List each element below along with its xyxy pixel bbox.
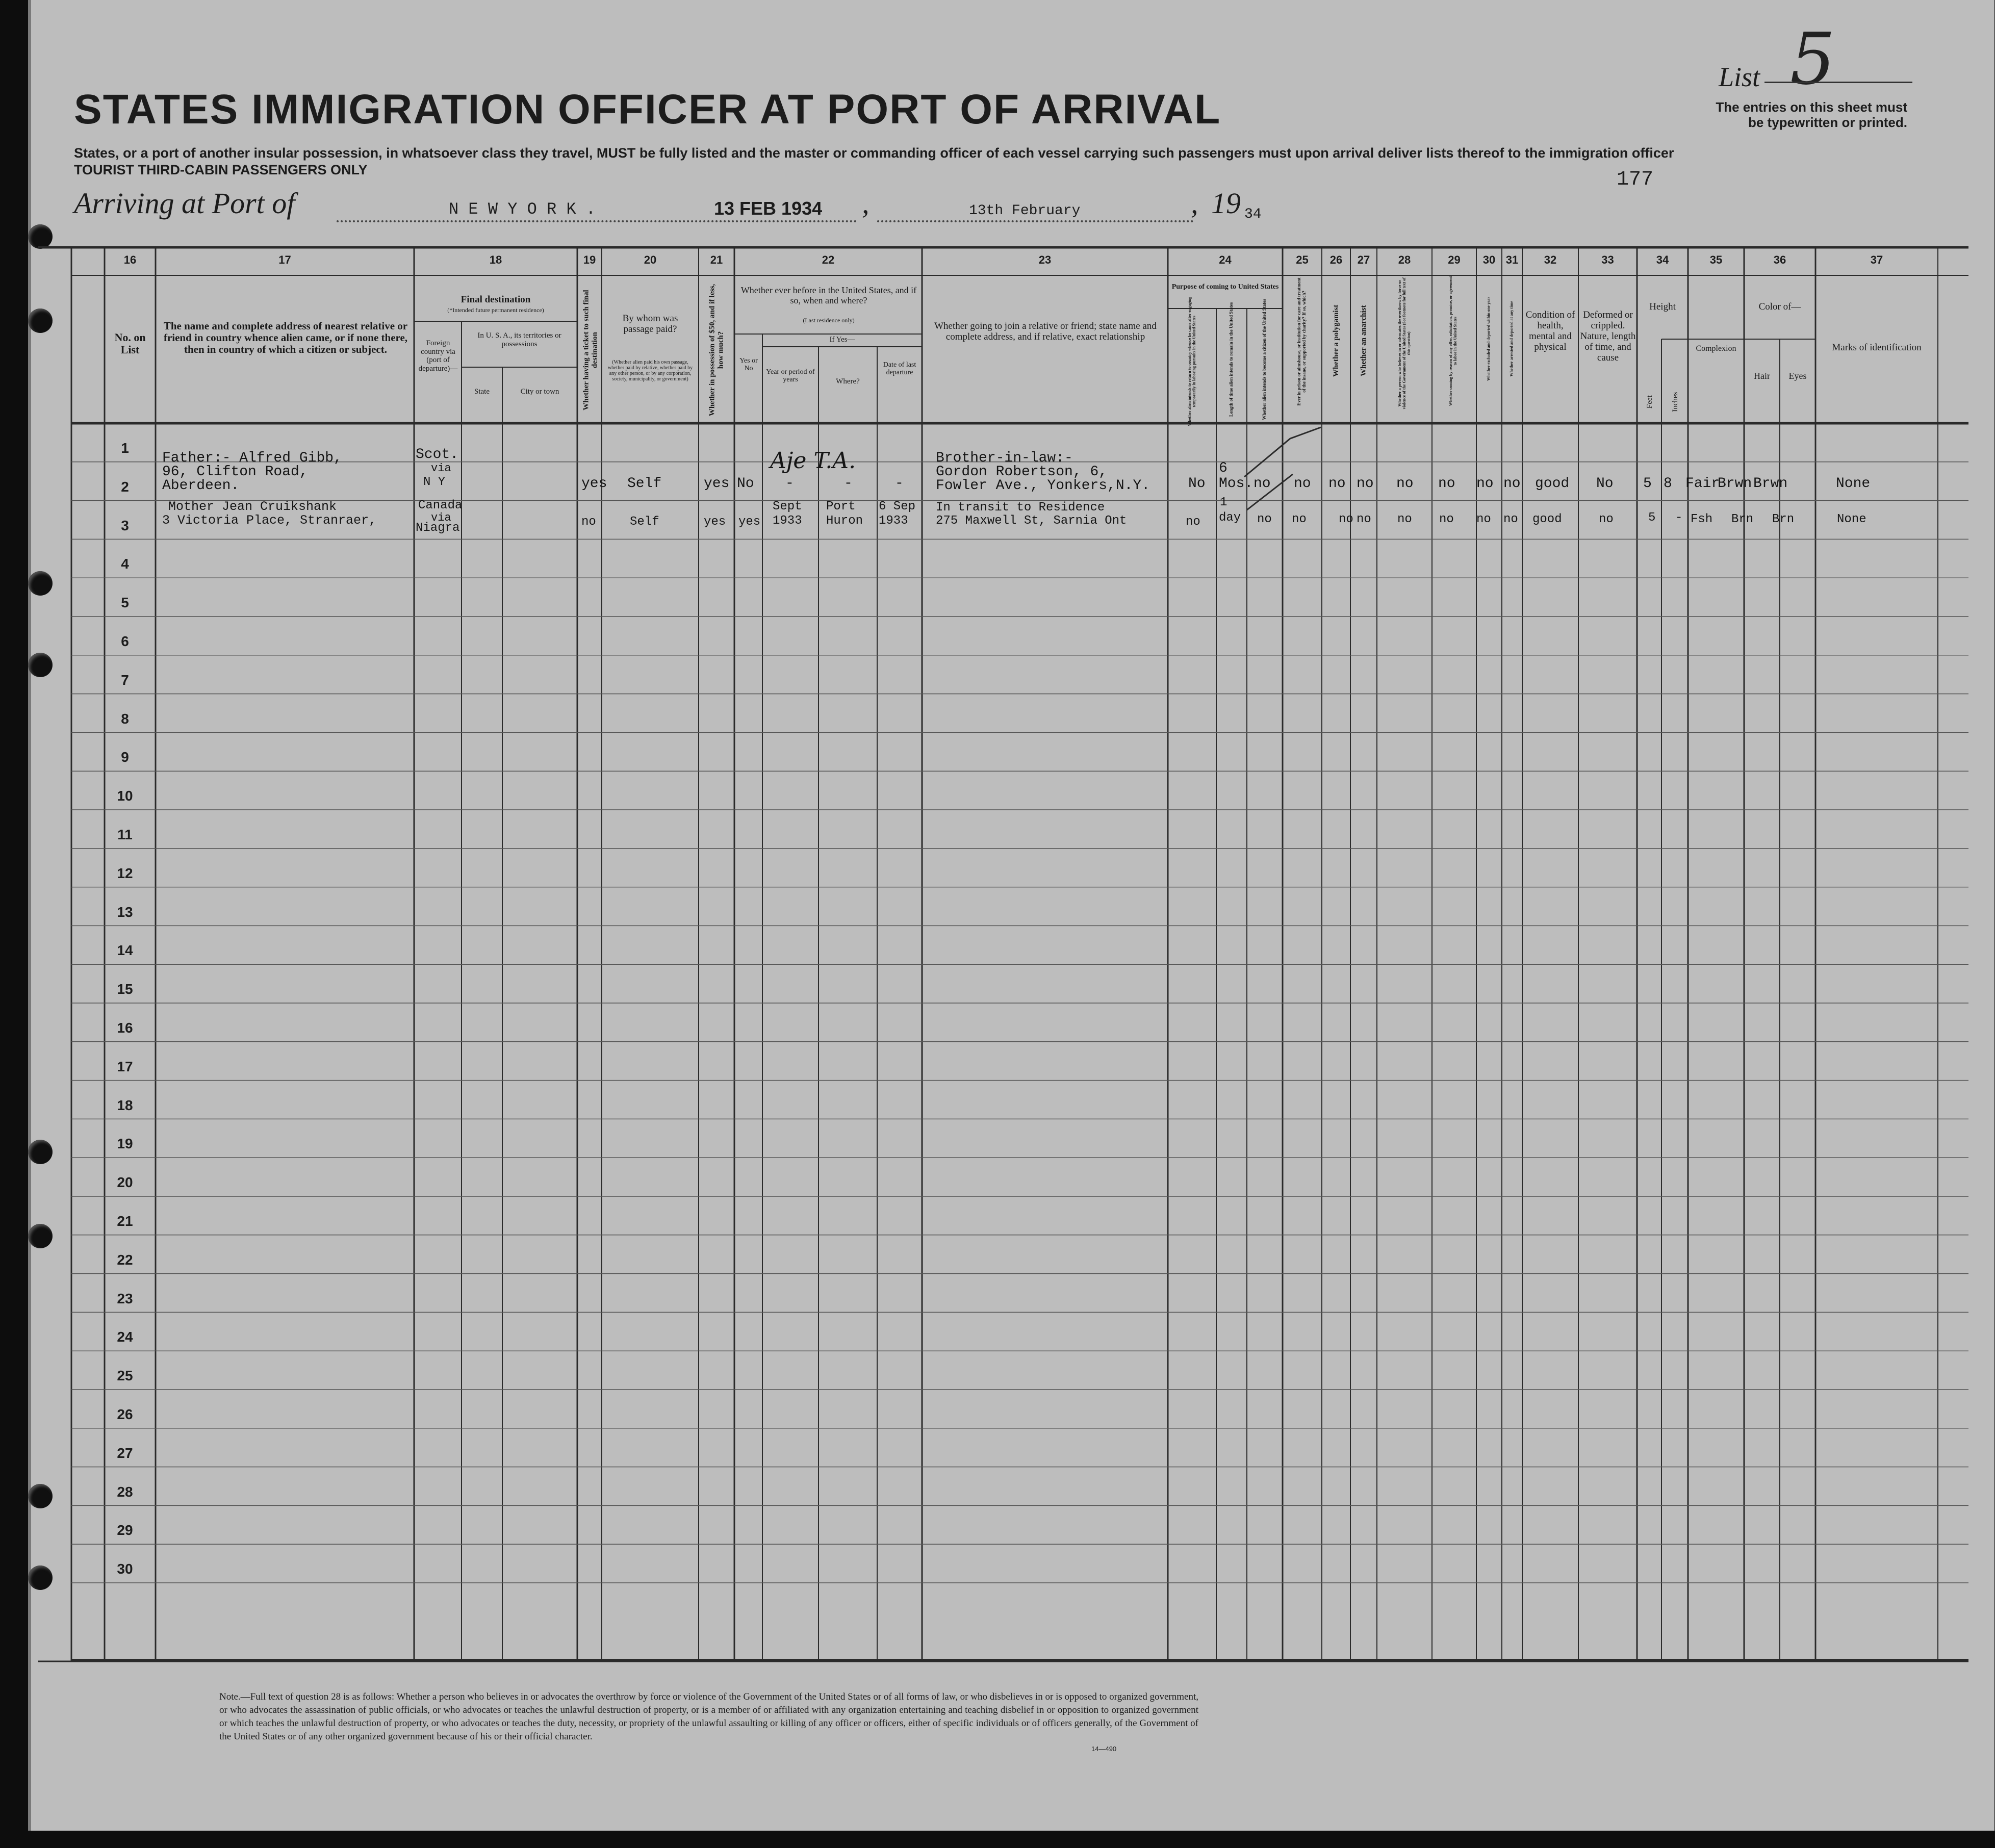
row1-paid-by: Self — [627, 476, 662, 492]
header-prison: Ever in prison or almshouse, or institution for care and treatment of the insane, or supported by charity? If so, which? — [1296, 277, 1307, 406]
row1-join-line: Brother-in-law:- — [936, 450, 1073, 466]
header-condition: Condition of health, mental and physical — [1525, 310, 1575, 352]
header-in-usa: In U. S. A., its territories or possessions — [477, 331, 561, 348]
row2-health: good — [1532, 512, 1562, 526]
row-number: 23 — [117, 1290, 133, 1306]
row1-date-departure: - — [895, 476, 904, 492]
header-nearest-relative: The name and complete address of nearest relative or friend in country whence alien came, or if none there, then in country of which a citizen or subject. — [163, 320, 408, 356]
row-number: 25 — [117, 1368, 133, 1384]
column-number: 16 — [123, 253, 137, 266]
column-number: 24 — [1219, 253, 1232, 266]
row2-q30: no — [1476, 512, 1491, 526]
row-number: 19 — [117, 1136, 133, 1152]
row1-q31: no — [1503, 476, 1521, 492]
row1-relative-line: Father:- Alfred Gibb, — [162, 450, 342, 466]
row2-inches: - — [1675, 511, 1683, 525]
row2-date-departure: 6 Sep 1933 — [879, 500, 916, 528]
row1-q30: no — [1476, 476, 1494, 492]
header-no-on-list: No. on List — [114, 331, 146, 356]
row1-annotation: Aje T.A. — [770, 448, 856, 474]
row1-join-line: Fowler Ave., Yonkers,N.Y. — [936, 478, 1150, 494]
row1-foreign-line: N Y — [423, 475, 446, 489]
list-number: 5 — [1790, 18, 1836, 101]
row1-polygamist: no — [1328, 476, 1346, 492]
header-by-whom-note: (Whether alien paid his own passage, whether paid by relative, whether paid by any other person, or by any corporation, society, municipality, or government) — [607, 360, 693, 382]
header-year-period: Year or period of years — [766, 368, 815, 384]
row-number: 9 — [121, 749, 129, 765]
list-label: List — [1719, 62, 1760, 92]
column-number: 23 — [1038, 253, 1052, 266]
header-purpose-a: Whether alien intends to return to country whence he came after engaging temporarily in laboring pursuits in the United States — [1187, 297, 1196, 426]
entries-notice-line: The entries on this sheet must — [1716, 99, 1907, 115]
row2-join-line: 275 Maxwell St, Sarnia Ont — [936, 514, 1127, 528]
header-join-relative: Whether going to join a relative or friend; state name and complete address, and if relative, exact relationship — [934, 321, 1157, 342]
row-number: 11 — [117, 827, 133, 842]
row-number: 16 — [117, 1020, 133, 1036]
row-number: 20 — [117, 1174, 133, 1191]
year-prefix: 19 — [1211, 187, 1241, 220]
row2-length: 1 — [1220, 496, 1227, 509]
row2-paid-by: Self — [630, 515, 659, 529]
row2-anarchist: no — [1357, 512, 1371, 526]
row1-feet: 5 — [1643, 476, 1652, 492]
header-complexion: Complexion — [1696, 344, 1736, 353]
header-deformed: Deformed or crippled. Nature, length of time, and cause — [1580, 310, 1636, 363]
header-city: City or town — [520, 388, 559, 396]
row2-year: Sept 1933 — [773, 500, 802, 528]
header-marks: Marks of identification — [1832, 342, 1922, 353]
form-subtitle: States, or a port of another insular possession, in whatsoever class they travel, MUST be fully listed and the master or commanding officer of each vessel carrying such passengers must upon arrival deliver lists thereof to the immigration officer — [74, 145, 1674, 161]
row-number: 14 — [117, 942, 133, 959]
header-by-whom: By whom was passage paid? — [622, 313, 678, 335]
row1-ticket: yes — [581, 476, 607, 492]
row-number: 27 — [117, 1445, 133, 1461]
year-suffix: 34 — [1244, 207, 1262, 222]
row-number: 24 — [117, 1329, 133, 1345]
row1-eyes: Brwn — [1753, 476, 1788, 492]
row2-citizen: no — [1257, 512, 1272, 526]
arrival-date: 13th February — [969, 203, 1081, 219]
sheet-number: 177 — [1617, 168, 1654, 191]
row2-return: no — [1186, 515, 1200, 529]
row2-relative-line: Mother Jean Cruikshank — [168, 499, 337, 514]
row2-possession: yes — [704, 515, 726, 529]
row-number: 30 — [117, 1561, 133, 1577]
row2-prison: no — [1292, 512, 1307, 526]
row2-ticket: no — [581, 515, 596, 529]
row-number: 10 — [117, 788, 133, 804]
row1-prison: no — [1294, 476, 1311, 492]
row2-q29: no — [1439, 512, 1454, 526]
row2-relative-line: 3 Victoria Place, Stranraer, — [162, 513, 377, 528]
header-q30: Whether excluded and deported within one year — [1486, 297, 1491, 381]
header-inches: Inches — [1671, 392, 1679, 412]
header-if-yes: If Yes— — [829, 336, 855, 344]
column-number: 36 — [1773, 253, 1786, 266]
row1-foreign-line: Scot. — [416, 447, 459, 463]
row1-complexion: Fair — [1685, 476, 1720, 492]
row1-foreign-line: via — [431, 462, 451, 475]
header-hair: Hair — [1754, 371, 1770, 381]
row1-health: good — [1535, 476, 1570, 492]
row2-marks: None — [1837, 512, 1866, 526]
header-polygamist: Whether a polygamist — [1332, 304, 1340, 377]
comma: , — [862, 187, 869, 220]
row1-possession: yes — [704, 476, 730, 492]
row1-q28: no — [1396, 476, 1414, 492]
header-height: Height — [1649, 301, 1676, 312]
port-name: N E W Y O R K . — [449, 200, 596, 219]
row2-foreign-line: Niagra — [416, 521, 460, 535]
row2-foreign-line: via — [431, 511, 451, 524]
row1-inches: 8 — [1664, 476, 1672, 492]
row1-marks: None — [1836, 476, 1871, 492]
column-number: 32 — [1544, 253, 1557, 266]
row-number: 1 — [121, 440, 129, 456]
row1-join-line: Gordon Robertson, 6, — [936, 464, 1108, 480]
entries-notice-line: be typewritten or printed. — [1748, 115, 1907, 130]
check-mark — [1247, 474, 1293, 510]
row2-q28: no — [1397, 512, 1412, 526]
form-title: STATES IMMIGRATION OFFICER AT PORT OF ARRIVAL — [74, 86, 1221, 133]
row1-length: Mos. — [1219, 476, 1254, 492]
row1-hair: Brwn — [1718, 476, 1752, 492]
row-number: 8 — [121, 710, 129, 727]
header-color-of: Color of— — [1758, 301, 1801, 312]
header-purpose: Purpose of coming to United States — [1171, 283, 1279, 291]
column-number: 35 — [1709, 253, 1723, 266]
row2-hair: Brn — [1731, 512, 1754, 526]
date-stamp: 13 FEB 1934 — [714, 198, 823, 219]
header-where: Where? — [836, 377, 860, 386]
column-number: 22 — [822, 253, 835, 266]
column-number: 17 — [278, 253, 291, 266]
row2-length: day — [1219, 511, 1241, 525]
header-eyes: Eyes — [1788, 371, 1807, 381]
header-final-destination-note: (*Intended future permanent residence) — [447, 306, 544, 314]
column-number: 34 — [1656, 253, 1669, 266]
column-number: 37 — [1870, 253, 1883, 266]
row2-ever-before: yes — [738, 515, 761, 529]
row2-eyes: Brn — [1772, 512, 1795, 526]
row1-relative-line: Aberdeen. — [162, 478, 240, 494]
row1-anarchist: no — [1357, 476, 1374, 492]
header-ever-before: Whether ever before in the United States, and if so, when and where? — [740, 285, 917, 305]
row2-join-line: In transit to Residence — [936, 501, 1105, 515]
row-number: 26 — [117, 1406, 133, 1422]
row-number: 15 — [117, 981, 133, 997]
row-number: 28 — [117, 1483, 133, 1500]
header-feet: Feet — [1645, 395, 1654, 409]
header-yes-no: Yes or No — [739, 357, 758, 373]
check-mark — [1244, 427, 1321, 477]
column-number: 30 — [1482, 253, 1496, 266]
row1-deformed: No — [1596, 476, 1614, 492]
footnote: Note.—Full text of question 28 is as follows: Whether a person who believes in or advocates the overthrow by force or violence of the Government of the United States or of all forms of law, or who disbelieves in or is opposed to organized government, or who advocates the assassination of public officials, or who advocates or teaches the unlawful destruction of property, or is a member of or affiliated with any organization entertaining and teaching disbelief in or opposition to organized government or which teaches the unlawful destruction of property, or who advocates or teaches the duty, necessity, or propriety of the unlawful assaulting or killing of any officer or officers, either of specific individuals or of officers generally, of the Government of the United States or of any other organized government because of his or their official character. — [219, 1691, 1198, 1742]
header-last-residence: (Last residence only) — [803, 317, 855, 324]
header-q29: Whether coming by reason of any offer, solicitation, promise, or agreement to labor in the United States — [1448, 276, 1457, 406]
row2-feet: 5 — [1648, 511, 1656, 525]
header-q28: Whether a person who believes in or advocates the overthrow by force or violence of the Government of the United States (See footnote for full text of this question) — [1397, 277, 1411, 409]
row1-return: No — [1188, 476, 1206, 492]
row1-citizen: no — [1254, 476, 1271, 492]
arriving-label: Arriving at Port of — [74, 187, 295, 220]
row-number: 7 — [121, 672, 129, 688]
row-number: 21 — [117, 1213, 133, 1229]
row-number: 29 — [117, 1522, 133, 1538]
header-final-destination: Final destination — [461, 294, 531, 305]
class-line: TOURIST THIRD-CABIN PASSENGERS ONLY — [74, 162, 368, 177]
header-foreign-country: Foreign country via (port of departure)— — [418, 339, 458, 373]
header-q31: Whether arrested and deported at any time — [1509, 301, 1514, 377]
row-number: 17 — [117, 1058, 133, 1074]
form-number: 14—490 — [1091, 1745, 1117, 1753]
header-possession: Whether in possession of $50, and if less, how much? — [708, 284, 725, 417]
row1-relative-line: 96, Clifton Road, — [162, 464, 308, 480]
header-ticket: Whether having a ticket to such final destination — [582, 290, 599, 410]
column-number: 21 — [710, 253, 723, 266]
column-number: 25 — [1296, 253, 1309, 266]
row2-complexion: Fsh — [1691, 512, 1713, 526]
row-number: 18 — [117, 1097, 133, 1113]
row2-q31: no — [1503, 512, 1518, 526]
row1-length: 6 — [1219, 460, 1227, 476]
header-anarchist: Whether an anarchist — [1359, 305, 1368, 376]
row-number: 13 — [117, 904, 133, 920]
header-state: State — [474, 388, 490, 396]
row-number: 2 — [121, 478, 129, 495]
row2-polygamist: no — [1339, 512, 1353, 526]
row-number: 22 — [117, 1251, 133, 1268]
column-number: 19 — [583, 253, 596, 266]
row-number: 5 — [121, 595, 129, 611]
column-number: 20 — [644, 253, 657, 266]
row-number: 3 — [121, 517, 129, 533]
column-number: 18 — [489, 253, 502, 266]
column-number: 33 — [1601, 253, 1614, 266]
row1-where: - — [844, 476, 853, 492]
row-number: 12 — [117, 865, 133, 881]
row1-q29: no — [1438, 476, 1455, 492]
row-number: 4 — [121, 556, 129, 572]
header-purpose-b: Length of time alien intends to remain in the United States — [1229, 302, 1234, 417]
column-number: 27 — [1357, 253, 1370, 266]
row1-year: - — [785, 476, 794, 492]
column-number: 31 — [1505, 253, 1519, 266]
row2-deformed: no — [1599, 512, 1614, 526]
header-purpose-c: Whether alien intends to become a citizen of the United States — [1262, 299, 1267, 420]
row2-foreign-line: Canada — [418, 499, 463, 512]
column-number: 29 — [1448, 253, 1461, 266]
row-number: 6 — [121, 633, 129, 649]
column-number: 28 — [1398, 253, 1411, 266]
header-date-departure: Date of last departure — [883, 361, 916, 377]
row1-ever-before: No — [737, 476, 754, 492]
row2-where: Port Huron — [826, 500, 863, 528]
column-number: 26 — [1329, 253, 1343, 266]
comma: , — [1191, 187, 1198, 220]
